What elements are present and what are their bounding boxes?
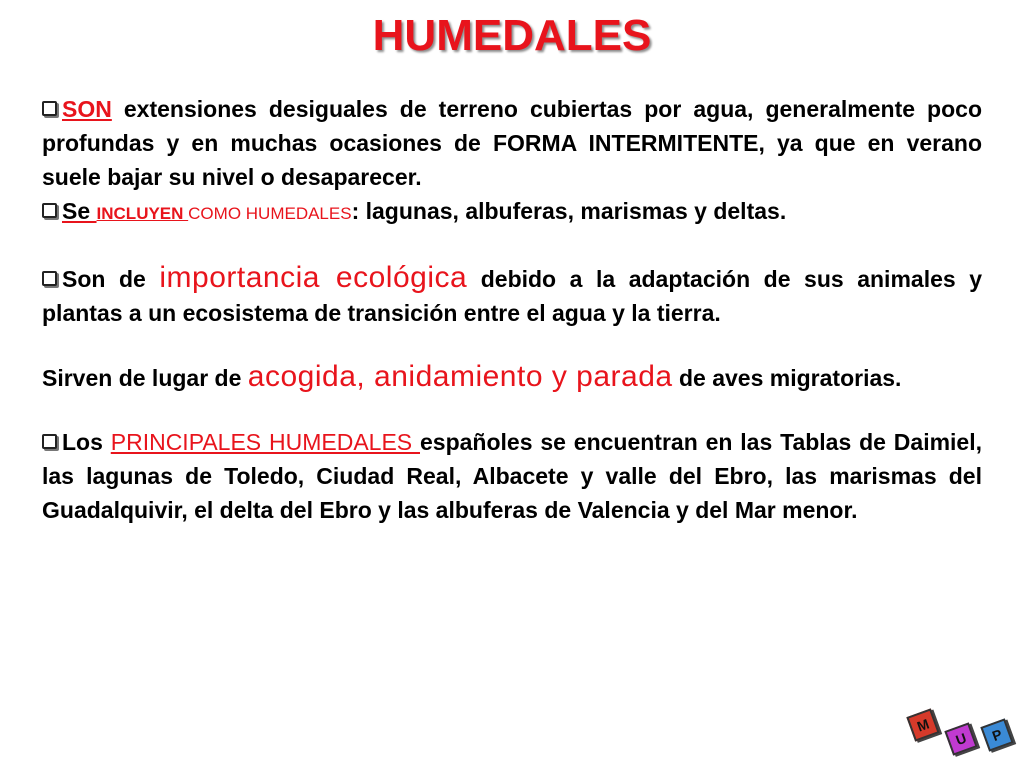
nav-cube-u[interactable]: U [944,722,977,755]
importancia-before: Son de [62,266,160,292]
como-humedales-label: COMO HUMEDALES [188,204,352,223]
son-lead: SON [62,96,112,122]
importancia-highlight: importancia ecológica [159,261,468,294]
checkbox-bullet-icon [42,434,57,449]
paragraph-incluyen [42,194,982,231]
paragraph-son [42,92,982,194]
paragraph-sirven [42,360,982,395]
nav-cube-m[interactable]: M [906,708,939,741]
sirven-after: de aves migratorias. [672,365,902,391]
incluyen-text: : lagunas, albuferas, marismas y deltas. [351,198,787,224]
checkbox-bullet-icon [42,271,57,286]
checkbox-bullet-icon [42,203,57,218]
checkbox-bullet-icon [42,101,57,116]
importancia-after: debido a la adaptación de sus animales y plantas a un ecosistema de transición entre el agua y la tierra. [42,266,983,326]
principales-after: españoles se encuentran en las Tablas de Daimiel, las lagunas de Toledo, Ciudad Real, Albacete y valle del Ebro, las marismas del Guadalquivir, el delta del Ebro y las albuferas de Valencia y del Mar menor. [42,429,983,523]
sirven-highlight: acogida, anidamiento y parada [247,360,673,393]
slide-content [42,92,982,527]
paragraph-principales [42,425,982,527]
page-title: HUMEDALES [372,11,652,60]
paragraph-importancia [42,261,982,330]
principales-before: Los [62,429,111,455]
se-lead: Se [62,198,97,224]
nav-cubes[interactable] [900,706,1020,764]
incluyen-label: INCLUYEN [96,204,189,223]
son-text: extensiones desiguales de terreno cubiertas por agua, generalmente poco profundas y en muchas ocasiones de FORMA INTERMITENTE, ya que en verano suele bajar su nivel o desaparecer. [42,96,982,190]
nav-cube-p[interactable]: P [980,718,1013,751]
principales-highlight: PRINCIPALES HUMEDALES [110,429,420,455]
sirven-before: Sirven de lugar de [42,365,248,391]
